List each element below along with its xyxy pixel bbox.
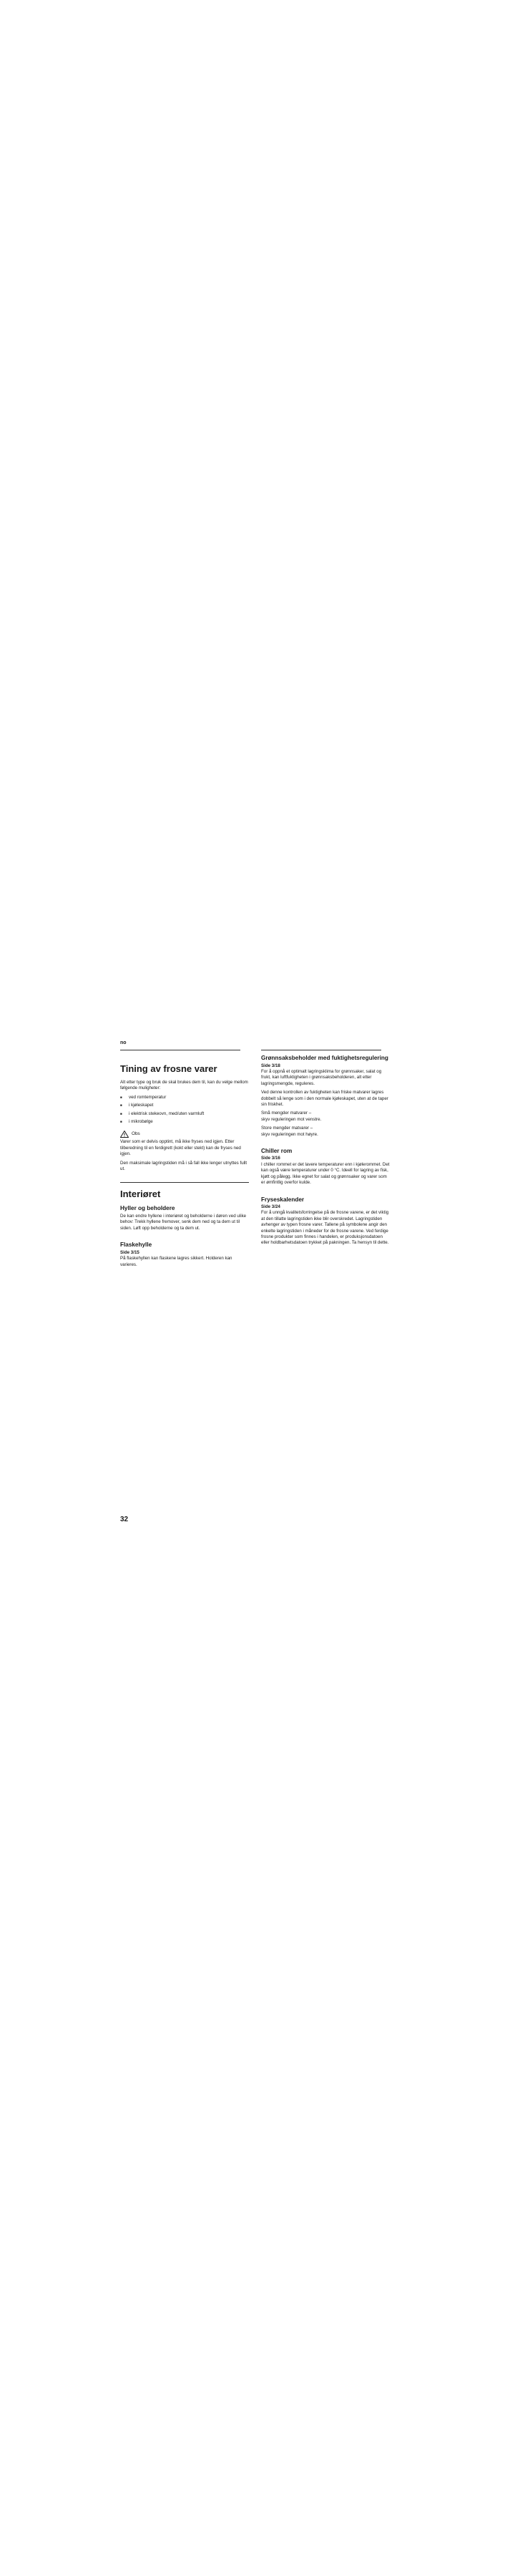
large-quantity-label: Store mengder matvarer – [261,1126,313,1131]
freezer-calendar-text: For å unngå kvalitetsforringelse på de frosne varene, er det viktig at den tillatte lagringstiden ikke blir overskredet. Lagringstiden avhenger av typen frosne varer. Tallene på symbolene angir den enkelte lagringstiden i måneder for de frosne varene. Ved ferdige frosne produkter som finnes i handelen, er produksjonsdatoen eller holdbarhetsdatoen trykket på pakningen. Ta hensyn til dette. [261,1210,389,1246]
vegetable-container-title: Grønnsaksbeholder med fuktighetsregulering [261,1055,388,1061]
warning-text: Varer som er delvis opptint, må ikke fryses ned igjen. Etter tilberedning til en ferdigrett (kokt eller stekt) kan de fryses ned igjen. [120,1139,241,1157]
vegetable-container-text: For å oppnå et optimalt lagringsklima for grønnsaker, salat og frukt, kan luftfuktigheten i grønnsaksbeholderen, alt etter lagringsmengde, reguleres. [261,1068,382,1086]
warning-text-2: Den maksimale lagringstiden må i så fall ikke lenger utnyttes fullt ut. [120,1160,247,1172]
small-quantity-label: Små mengder matvarer – [261,1111,312,1116]
chiller-text: I chiller rommet er det lavere temperaturer enn i kjølerommet. Det kan også være temperaturer under 0 °C. Ideell for lagring av fisk, kjøtt og pålegg. Ikke egnet for salat og grønnsaker og varer som er ømfintlig overfor kulde. [261,1161,390,1186]
shelves-title: Hyller og beholdere [120,1205,175,1212]
section-divider [120,1182,249,1183]
left-column [120,1059,249,1271]
list-item: ■ i mikrobølge [120,1119,249,1125]
bottle-shelf-ref: Side 3/15 [120,1249,139,1255]
vegetable-container-text-2: Ved denne kontrollen av fuktigheten kan friske matvarer lagres dobbelt så lenge som i den normale kjøleskapet, uten at de taper sin friskhet. [261,1090,388,1107]
warning-triangle-icon [120,1131,129,1138]
thawing-title: Tining av frosne varer [120,1063,217,1074]
freezer-calendar-title: Fryseskalender [261,1196,305,1203]
large-quantity-text: skyv reguleringen mot høyre. [261,1131,318,1137]
list-item: ■ i elektrisk stekeovn, med/uten varmluft [120,1111,249,1117]
vegetable-container-ref: Side 3/18 [261,1063,280,1068]
warning-label: Obs [132,1131,140,1137]
right-column [261,1055,390,1249]
shelves-text: De kan endre hyllene i interiøret og beholderne i døren ved ulike behov: Trekk hyllene fremover, senk dem ned og ta dem ut til siden. Løft opp beholderne og ta dem ut. [120,1213,247,1231]
warning-heading [120,1131,249,1138]
bottle-shelf-title: Flaskehylle [120,1241,152,1249]
interior-section-title: Interiøret [120,1189,161,1200]
chiller-title: Chiller rom [261,1147,293,1154]
chiller-ref: Side 3/16 [261,1156,280,1161]
language-code: no [120,1040,127,1045]
list-item: ■ ved romtemperatur [120,1095,249,1101]
small-quantity-text: skyv reguleringen mot venstre. [261,1116,322,1122]
freezer-calendar-ref: Side 3/24 [261,1204,280,1209]
bottle-shelf-text: På flaskehyllen kan flaskene lagres sikkert. Holderen kan varieres. [120,1256,232,1267]
list-item: ■ i kjøleskapet [120,1103,249,1108]
thawing-options-list [120,1095,249,1126]
thawing-intro: Alt etter type og bruk de skal brukes dem til, kan du velge mellom følgende muligheter: [120,1080,248,1091]
page-number: 32 [120,1516,129,1523]
